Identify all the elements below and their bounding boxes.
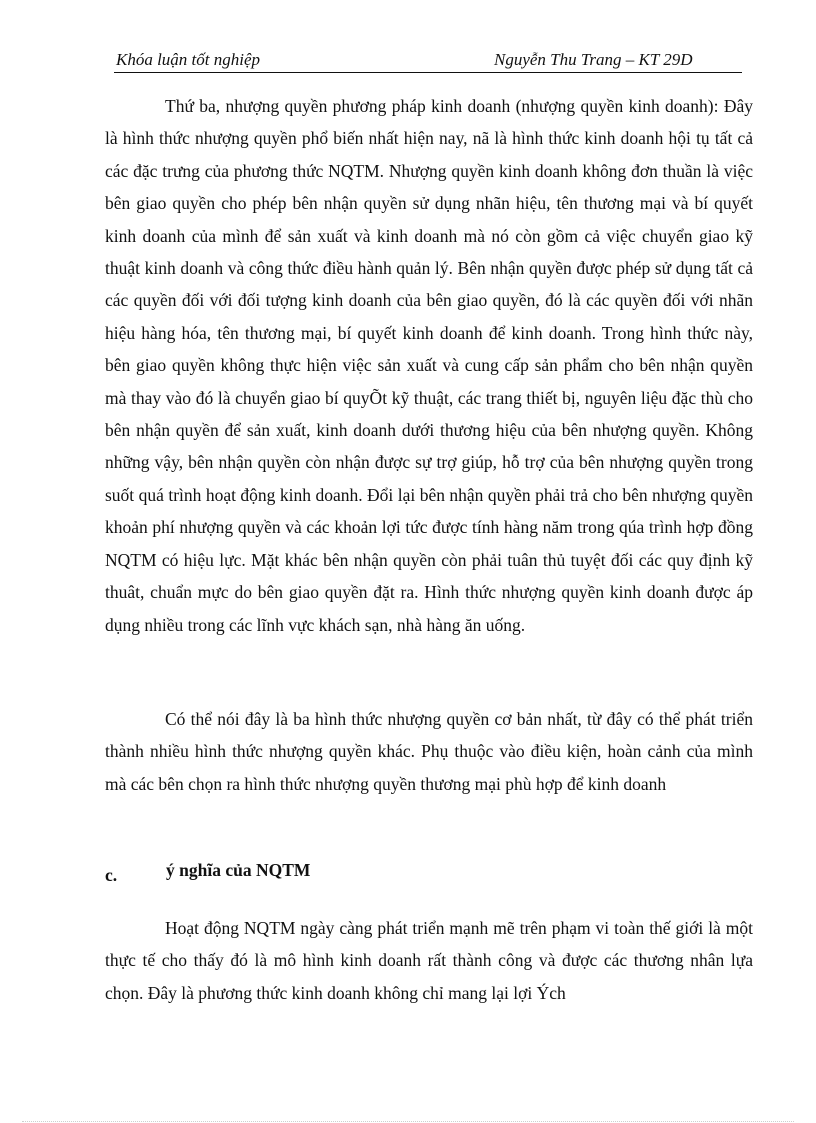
- section-letter: c.: [105, 865, 118, 885]
- page-bottom-divider: [22, 1121, 794, 1122]
- paragraph-franchise-business-format: [105, 90, 753, 641]
- paragraph-significance: [105, 912, 753, 1009]
- paragraph-text: Có thể nói đây là ba hình thức nhượng quyền cơ bản nhất, từ đây có thể phát triển thành nhiều hình thức nhượng quyền khác. Phụ thuộc vào điều kiện, hoàn cảnh của mình mà các bên chọn ra hình thức nhượng quyền thương mại phù hợp để kinh doanh: [105, 709, 753, 794]
- header-author: Nguyễn Thu Trang – KT 29D: [494, 50, 693, 69]
- paragraph-text: Hoạt động NQTM ngày càng phát triển mạnh mẽ trên phạm vi toàn thế giới là một thực tế cho thấy đó là mô hình kinh doanh rất thành công và được các thương nhân lựa chọn. Đây là phương thức kinh doanh không chỉ mang lại lợi Ých: [105, 918, 753, 1003]
- header-thesis-title: Khóa luận tốt nghiệp: [116, 50, 261, 69]
- page-header: [114, 48, 742, 73]
- paragraph-summary: [105, 703, 753, 800]
- section-title: ý nghĩa của NQTM: [166, 860, 311, 880]
- paragraph-text: Thứ ba, nhượng quyền phương pháp kinh doanh (nhượng quyền kinh doanh): Đây là hình thức nhượng quyền phổ biến nhất hiện nay, nã là hình thức kinh doanh hội tụ tất cả các đặc trưng của phương thức NQTM. Nhượng quyền kinh doanh không đơn thuần là việc bên giao quyền cho phép bên nhận quyền sử dụng nhãn hiệu, tên thương mại và bí quyết kinh doanh của mình để sản xuất và kinh doanh mà nó còn gồm cả việc chuyển giao kỹ thuật kinh doanh và công thức điều hành quản lý. Bên nhận quyền được phép sử dụng tất cả các quyền đối với đối tượng kinh doanh của bên giao quyền, đó là các quyền đối với nhãn hiệu hàng hóa, tên thương mại, bí quyết kinh doanh để kinh doanh. Trong hình thức này, bên giao quyền không thực hiện việc sản xuất và cung cấp sản phẩm cho bên nhận quyền mà thay vào đó là chuyển giao bí quyÕt kỹ thuật, các trang thiết bị, nguyên liệu đặc thù cho bên nhận quyền để sản xuất, kinh doanh dưới thương hiệu của bên nhượng quyền. Không những vậy, bên nhận quyền còn nhận được sự trợ giúp, hỗ trợ của bên nhượng quyền trong suốt quá trình hoạt động kinh doanh. Đổi lại bên nhận quyền phải trả cho bên nhượng quyền khoản phí nhượng quyền và các khoản lợi tức được tính hàng năm trong qúa trình hợp đồng NQTM có hiệu lực. Mặt khác bên nhận quyền còn phải tuân thủ tuyệt đối các quy định kỹ thuât, chuẩn mực do bên giao quyền đặt ra. Hình thức nhượng quyền kinh doanh được áp dụng nhiều trong các lĩnh vực khách sạn, nhà hàng ăn uống.: [105, 96, 753, 635]
